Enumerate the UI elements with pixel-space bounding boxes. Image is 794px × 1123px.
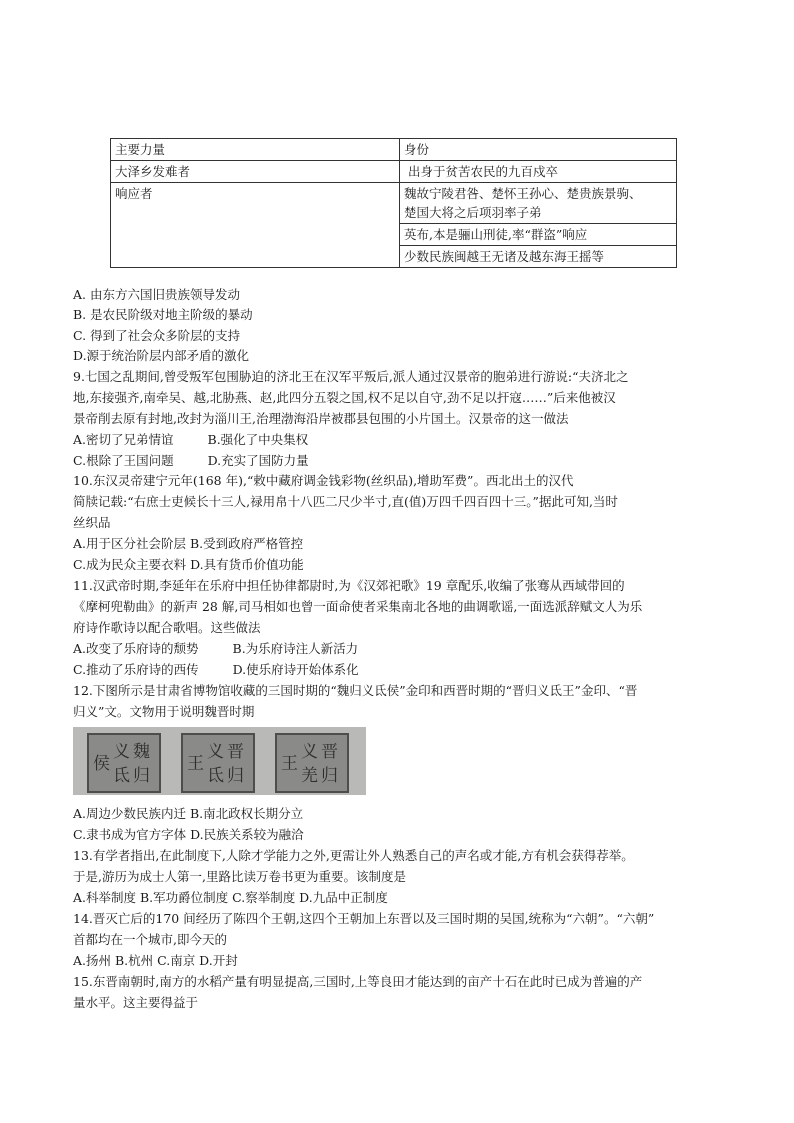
q11-options-row [73,640,358,658]
table-row [111,183,677,224]
seal-character: 王 [187,754,204,774]
q15-stem-line: 量水平。这主要得益于 [73,995,199,1010]
seal-character: 羌 [301,766,318,786]
seal-character: 氐 [113,766,130,786]
q12-stem-line: 归义”文。文物用于说明魏晋时期 [73,704,255,719]
table-cell-text: 楚国大将之后项羽率子弟 [404,205,542,220]
q11-stem-line: 11.汉武帝时期,李延年在乐府中担任协律都尉时,为《汉郊祀歌》19 章配乐,收编了张骞从西域带回的 [73,578,625,593]
q11-options-row [73,661,359,679]
q10-stem-line: 10.东汉灵帝建宁元年(168 年),“敕中藏府调金钱彩物(丝织品),增助军费”。西北出土的汉代 [73,473,574,488]
seal-impressions-image [73,727,366,795]
seal-character: 义 [207,742,224,762]
q11-stem-line: 《摩柯兜勒曲》的新声 28 解,司马相如也曾一面命使者采集南北各地的曲调歌谣,一面选派辞赋文人为乐 [73,599,643,614]
table-cell [400,161,677,183]
q8-option-d: D.源于统治阶层内部矛盾的激化 [73,348,250,363]
q11-option-a: A.改变了乐府诗的颓势 [73,641,199,656]
seal-character: 归 [133,766,150,786]
table-cell-text: 出身于贫苦农民的九百戍卒 [407,164,558,179]
q12-stem-line: 12.下图所示是甘肃省博物馆收藏的三国时期的“魏归义氐侯”金印和西晋时期的“晋归义氐王”金印、“晋 [73,683,638,698]
q9-option-b: B.强化了中央集权 [207,432,309,447]
seal-character: 氐 [207,766,224,786]
q9-option-a: A.密切了兄弟情谊 [73,432,174,447]
q12-options-row: A.周边少数民族内迁 B.南北政权长期分立 [73,806,304,821]
q9-options-row [73,452,309,470]
q8-option-c: C. 得到了社会众多阶层的支持 [73,328,241,343]
q14-options-row: A.扬州 B.杭州 C.南京 D.开封 [73,953,238,968]
table-cell: 响应者 [111,183,400,268]
seal-character: 归 [227,766,244,786]
table-header-cell: 身份 [400,139,677,161]
q12-options-row: C.隶书成为官方字体 D.民族关系较为融洽 [73,827,304,842]
q14-stem-line: 首都均在一个城市,即今天的 [73,932,227,947]
q8-option-b: B. 是农民阶级对地主阶级的暴动 [73,307,253,322]
table-cell: 少数民族闽越王无诸及越东海王摇等 [400,246,677,268]
q13-options-row: A.科举制度 B.军功爵位制度 C.察举制度 D.九品中正制度 [73,890,388,905]
q11-option-b: B.为乐府诗注人新活力 [232,641,359,656]
q9-option-c: C.根除了王国问题 [73,453,174,468]
table-header-cell: 主要力量 [111,139,400,161]
q10-stem-line: 丝织品 [73,515,111,530]
seal-impression [181,733,255,793]
q9-options-row [73,431,308,449]
q11-stem-line: 府诗作歌诗以配合歌唱。这些做法 [73,620,261,635]
table-row [111,161,677,183]
q9-stem-line: 9.七国之乱期间,曾受叛军包围胁迫的济北王在汉军平叛后,派人通过汉景帝的胞弟进行游说:“夫济北之 [73,369,629,384]
seal-character: 王 [281,754,298,774]
seal-impression [87,733,161,793]
seal-character: 侯 [93,754,110,774]
table-cell-text: 魏故宁陵君咎、楚怀王孙心、楚贵族景驹、 [404,186,642,201]
q15-stem-line: 15.东晋南朝时,南方的水稻产量有明显提高,三国时,上等良田才能达到的亩产十石在此时已成为普遍的产 [73,974,643,989]
q14-stem-line: 14.晋灭亡后的170 间经历了陈四个王朝,这四个王朝加上东晋以及三国时期的吴国,统称为“六朝”。“六朝” [73,911,655,926]
table-header-row [111,139,677,161]
q13-stem-line: 13.有学者指出,在此制度下,人除才学能力之外,更需让外人熟悉自己的声名或才能,方有机会获得荐举。 [73,848,634,863]
q8-option-a: A. 由东方六国旧贵族领导发动 [73,287,240,302]
seal-character: 义 [301,742,318,762]
seal-character: 晋 [321,742,338,762]
q10-options-row: A.用于区分社会阶层 B.受到政府严格管控 [73,536,304,551]
q10-options-row: C.成为民众主要衣料 D.具有货币价值功能 [73,557,304,572]
seal-impression [275,733,349,793]
table-cell: 英布,本是骊山刑徒,率“群盗”响应 [400,224,677,246]
seal-character: 晋 [227,742,244,762]
q10-stem-line: 简牍记载:“右庶士吏候长十三人,禄用帛十八匹二尺少半寸,直(值)万四千四百四十三。”据此可知,当时 [73,494,618,509]
q9-option-d: D.充实了国防力量 [207,453,309,468]
table-cell [400,183,677,224]
seal-character: 魏 [133,742,150,762]
table-cell: 大泽乡发难者 [111,161,400,183]
seal-character: 义 [113,742,130,762]
seal-character: 归 [321,766,338,786]
q11-option-c: C.推动了乐府诗的西传 [73,662,199,677]
q9-stem-line: 景帝削去原有封地,改封为淄川王,治理渤海沿岸被郡县包围的小片国土。汉景帝的这一做法 [73,411,569,426]
q13-stem-line: 于是,游历为成士人第一,里路比读万卷书更为重要。该制度是 [73,869,406,884]
q9-stem-line: 地,东接强齐,南牵吴、越,北胁燕、赵,此四分五裂之国,权不足以自守,劲不足以扞寇……”后来他被汉 [73,390,616,405]
power-identity-table [110,138,677,268]
q11-option-d: D.使乐府诗开始体系化 [232,662,359,677]
